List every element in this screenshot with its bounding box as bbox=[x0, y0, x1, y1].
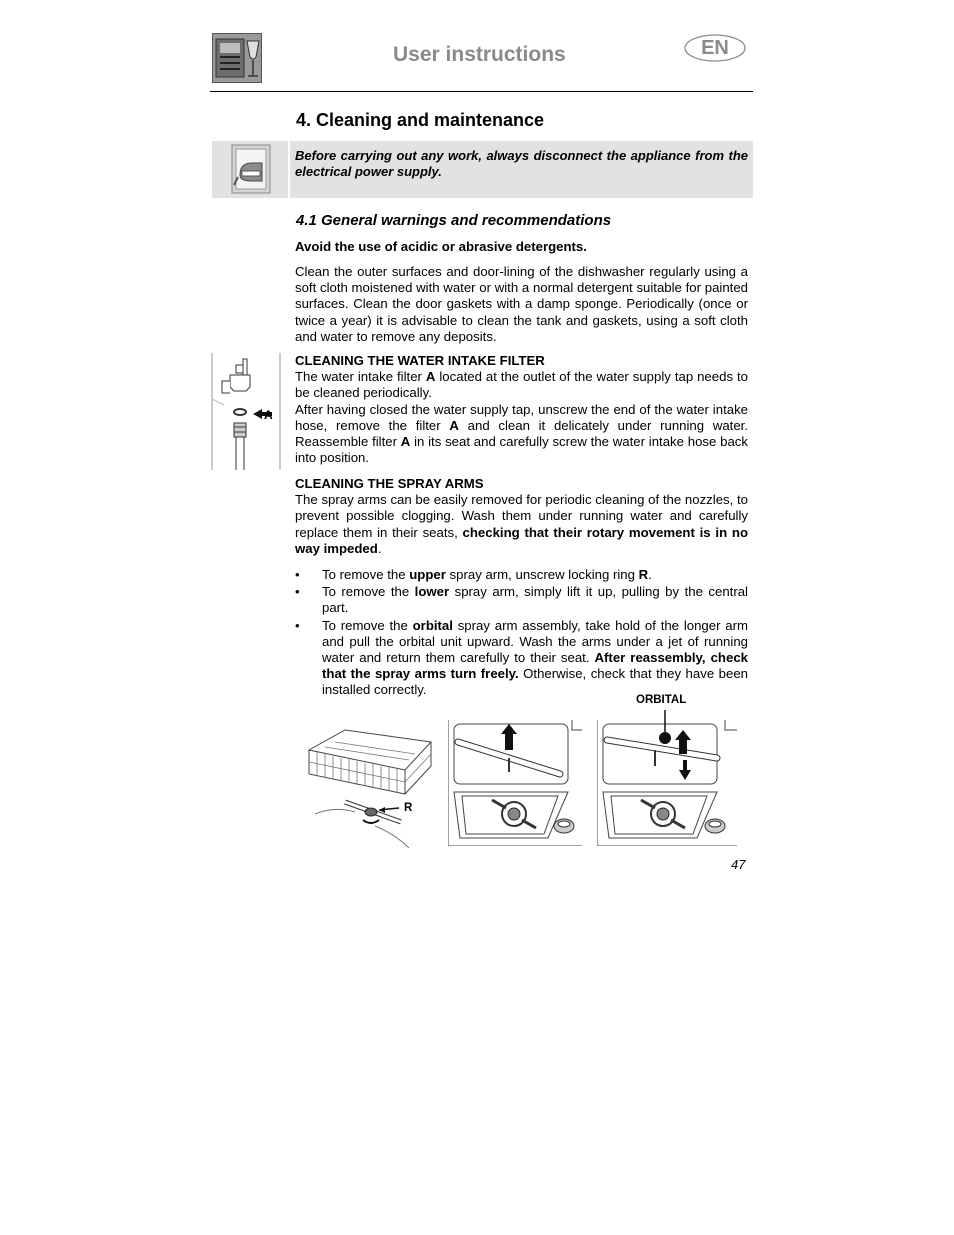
filter-section bbox=[295, 353, 748, 466]
ring-r-label: R bbox=[404, 802, 413, 814]
list-item: • To remove the orbital spray arm assembly, take hold of the longer arm and pull the orbital unit upward. Wash the arms under a jet of running water and return them carefully to their seat. After reassembly, check that the spray arms turn freely. Otherwise, check that they have been installed correctly. bbox=[295, 617, 748, 698]
orbital-spray-arm-illustration bbox=[597, 710, 737, 846]
dishwasher-logo-icon bbox=[212, 33, 262, 83]
lower-spray-arm-illustration bbox=[448, 720, 582, 846]
list-item: • To remove the lower spray arm, simply lift it up, pulling by the central part. bbox=[295, 584, 748, 616]
page-number: 47 bbox=[731, 857, 746, 872]
power-socket-icon bbox=[212, 141, 288, 198]
orbital-label: ORBITAL bbox=[636, 694, 687, 706]
language-code: EN bbox=[701, 37, 729, 59]
warning-box bbox=[290, 141, 753, 198]
warning-text: Before carrying out any work, always disconnect the appliance from the electrical power supply. bbox=[295, 148, 748, 179]
spray-arms-section bbox=[295, 476, 748, 557]
list-item: • To remove the upper spray arm, unscrew locking ring R. bbox=[295, 567, 652, 582]
spray-heading: CLEANING THE SPRAY ARMS bbox=[295, 476, 484, 491]
language-badge bbox=[684, 34, 746, 62]
subsection-title: 4.1 General warnings and recommendations bbox=[296, 212, 612, 229]
filter-paragraph-1: The water intake filter A located at the outlet of the water supply tap needs to be cleaned periodically. bbox=[295, 369, 748, 401]
section-title: 4. Cleaning and maintenance bbox=[296, 110, 545, 130]
page-header-title: User instructions bbox=[393, 43, 566, 66]
avoid-detergents-line: Avoid the use of acidic or abrasive detergents. bbox=[295, 239, 587, 254]
avoid-detergents-text bbox=[295, 239, 748, 255]
upper-basket-illustration bbox=[305, 722, 435, 848]
filter-a-label: A bbox=[264, 408, 273, 422]
spray-arms-list bbox=[295, 567, 748, 700]
filter-heading: CLEANING THE WATER INTAKE FILTER bbox=[295, 353, 545, 368]
clean-paragraph: Clean the outer surfaces and door-lining of the dishwasher regularly using a soft cloth moistened with water or with a normal detergent suitable for painted surfaces. Clean the door gaskets with a damp sponge. Periodically (once or twice a year) it is advisable to clean the tank and gaskets, using a soft cloth and water to remove any deposits. bbox=[295, 264, 748, 344]
water-tap-filter-illustration bbox=[210, 353, 282, 470]
spray-paragraph: The spray arms can be easily removed for periodic cleaning of the nozzles, to prevent possible clogging. Wash them under running water and carefully replace them in their seats, checking that their rotary movement is in no way impeded. bbox=[295, 492, 748, 556]
header-divider bbox=[210, 91, 753, 92]
filter-paragraph-2: After having closed the water supply tap, unscrew the end of the water intake hose, remove the filter A and clean it delicately under running water. Reassemble filter A in its seat and carefully screw the water intake hose back into position. bbox=[295, 401, 749, 466]
